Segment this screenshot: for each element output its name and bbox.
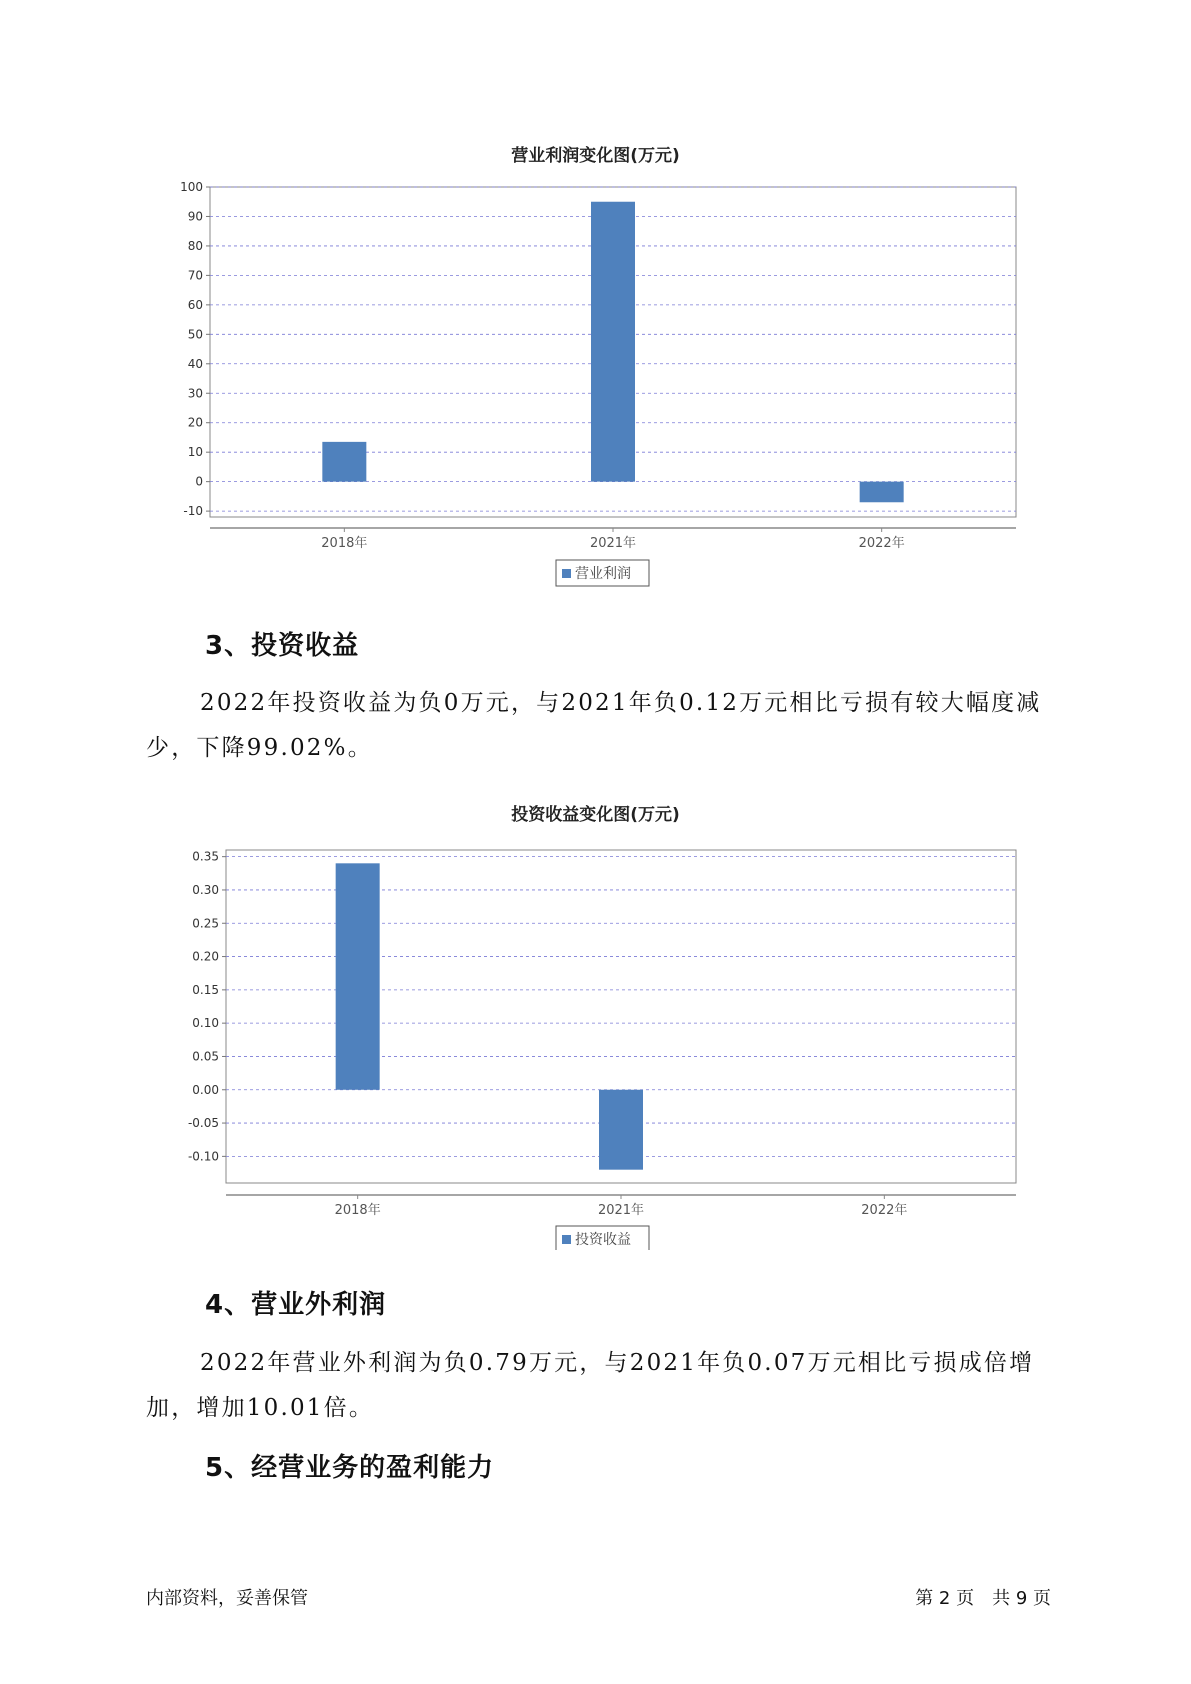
y-tick-label: 100 <box>180 180 203 194</box>
y-tick-label: 50 <box>187 327 203 342</box>
legend-swatch <box>562 569 571 578</box>
x-tick-label: 2018年 <box>334 1203 381 1218</box>
legend-label: 营业利润 <box>575 566 631 582</box>
legend-label: 投资收益 <box>575 1232 631 1248</box>
x-tick-label: 2021年 <box>589 536 637 551</box>
bar <box>322 442 366 482</box>
chart1-title: 营业利润变化图(万元) <box>511 146 680 166</box>
investment-income-chart <box>0 830 1191 1250</box>
y-tick-label: 60 <box>187 297 203 312</box>
x-tick-label: 2022年 <box>858 536 905 551</box>
y-tick-label: 0.20 <box>192 949 219 964</box>
y-tick-label: 0.10 <box>192 1016 219 1031</box>
y-tick-label: 0.30 <box>192 882 219 897</box>
y-tick-label: -0.10 <box>187 1149 219 1164</box>
y-tick-label: 0.35 <box>192 849 219 864</box>
legend <box>556 1226 649 1250</box>
section5-heading: 5、经营业务的盈利能力 <box>205 1453 495 1483</box>
y-tick-label: 0 <box>195 474 203 489</box>
section4-heading: 4、营业外利润 <box>205 1290 387 1320</box>
legend <box>556 560 649 586</box>
y-tick-label: 0.00 <box>192 1082 219 1097</box>
y-tick-label: 30 <box>187 386 203 401</box>
legend-swatch <box>562 1235 571 1244</box>
y-tick-label: 10 <box>187 445 203 460</box>
y-tick-label: 90 <box>187 209 203 224</box>
y-tick-label: 70 <box>187 268 203 283</box>
chart2-title: 投资收益变化图(万元) <box>511 805 680 825</box>
y-tick-label: -0.05 <box>187 1116 219 1131</box>
bar <box>599 1090 643 1170</box>
footer-confidential: 内部资料，妥善保管 <box>146 1588 308 1609</box>
x-tick-label: 2022年 <box>861 1203 908 1218</box>
y-tick-label: 0.25 <box>192 916 219 931</box>
y-tick-label: 80 <box>187 238 203 253</box>
section3-paragraph: 2022年投资收益为负0万元，与2021年负0.12万元相比亏损有较大幅度减少，下降99.02%。 <box>146 690 1042 761</box>
y-tick-label: 0.05 <box>192 1049 219 1064</box>
bar <box>336 863 380 1089</box>
x-tick-label: 2018年 <box>321 536 368 551</box>
y-tick-label: 40 <box>187 356 203 371</box>
y-tick-label: 20 <box>187 415 203 430</box>
bar <box>591 202 635 482</box>
section4-paragraph: 2022年营业外利润为负0.79万元，与2021年负0.07万元相比亏损成倍增加，增加10.01倍。 <box>146 1350 1035 1421</box>
y-tick-label: 0.15 <box>192 982 219 997</box>
footer-page-number: 第 2 页 共 9 页 <box>915 1588 1051 1609</box>
operating-profit-chart <box>0 170 1191 590</box>
x-tick-label: 2021年 <box>597 1203 645 1218</box>
y-tick-label: -10 <box>183 504 203 519</box>
section3-heading: 3、投资收益 <box>205 631 360 661</box>
bar <box>860 482 904 503</box>
